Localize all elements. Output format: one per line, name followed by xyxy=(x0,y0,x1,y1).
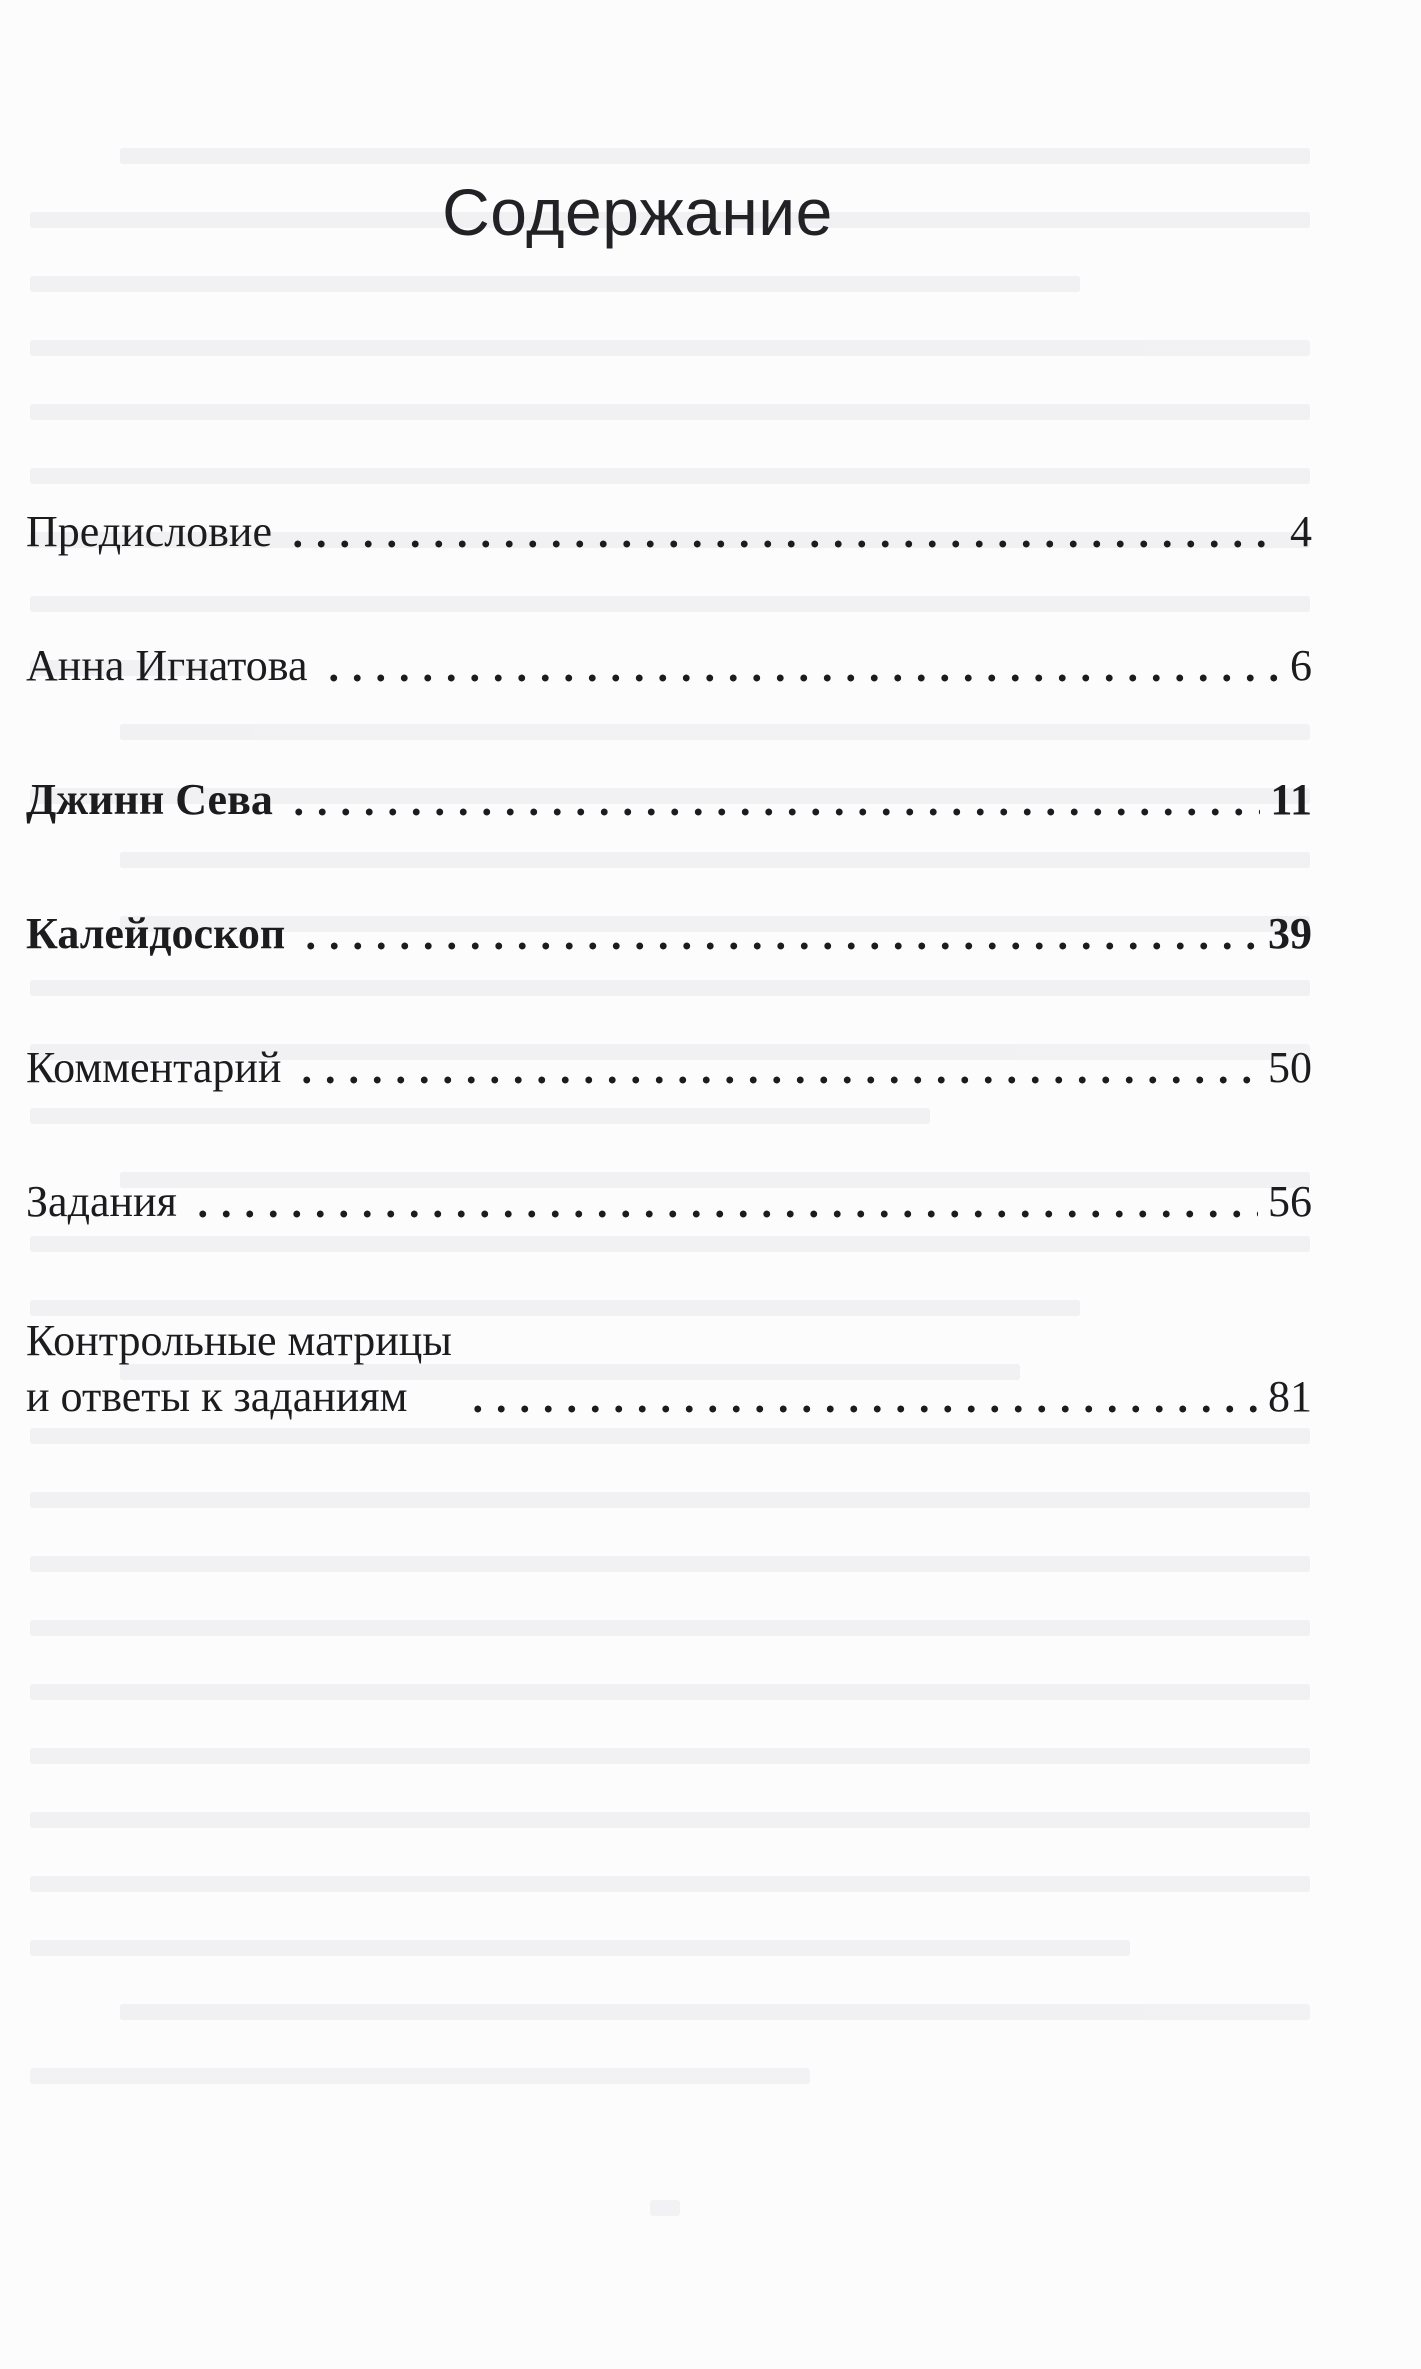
toc-entry-page: 6 xyxy=(1290,641,1312,690)
toc-entry-page: 50 xyxy=(1268,1043,1312,1092)
toc-entry-page: 56 xyxy=(1268,1177,1312,1226)
toc-entry-label xyxy=(26,1313,452,1425)
dot-leader xyxy=(287,808,1261,816)
dot-leader xyxy=(295,1076,1258,1084)
dot-leader xyxy=(299,942,1258,950)
dot-leader xyxy=(191,1210,1258,1218)
toc-entry-page: 39 xyxy=(1268,909,1312,958)
toc-entry-anna-ignatova[interactable] xyxy=(26,634,1312,694)
toc-entry-control-matrices[interactable] xyxy=(26,1305,1312,1425)
toc-entry-label-line2: и ответы к заданиям xyxy=(26,1372,408,1421)
page-title: Содержание xyxy=(442,175,833,249)
toc-entry-page: 4 xyxy=(1290,507,1312,556)
dot-leader xyxy=(322,674,1280,682)
toc-entry-label: Калейдоскоп xyxy=(26,909,286,958)
toc-entry-preface[interactable] xyxy=(26,500,1312,560)
toc-entry-label: Комментарий xyxy=(26,1043,282,1092)
toc-entry-label-line1: Контрольные матрицы xyxy=(26,1316,452,1365)
toc-entry-page: 11 xyxy=(1270,775,1312,824)
toc-entry-label: Анна Игнатова xyxy=(26,641,308,690)
toc-entry-label: Задания xyxy=(26,1177,177,1226)
toc-entry-page: 81 xyxy=(1268,1372,1312,1421)
toc-entry-djinn-seva[interactable] xyxy=(26,768,1312,828)
toc-entry-tasks[interactable] xyxy=(26,1170,1312,1230)
toc-entry-commentary[interactable] xyxy=(26,1036,1312,1096)
toc-entry-kaleidoscope[interactable] xyxy=(26,902,1312,962)
toc-entry-label: Джинн Сева xyxy=(26,775,273,824)
toc-entry-label: Предисловие xyxy=(26,507,272,556)
dot-leader xyxy=(466,1405,1258,1413)
dot-leader xyxy=(286,540,1280,548)
